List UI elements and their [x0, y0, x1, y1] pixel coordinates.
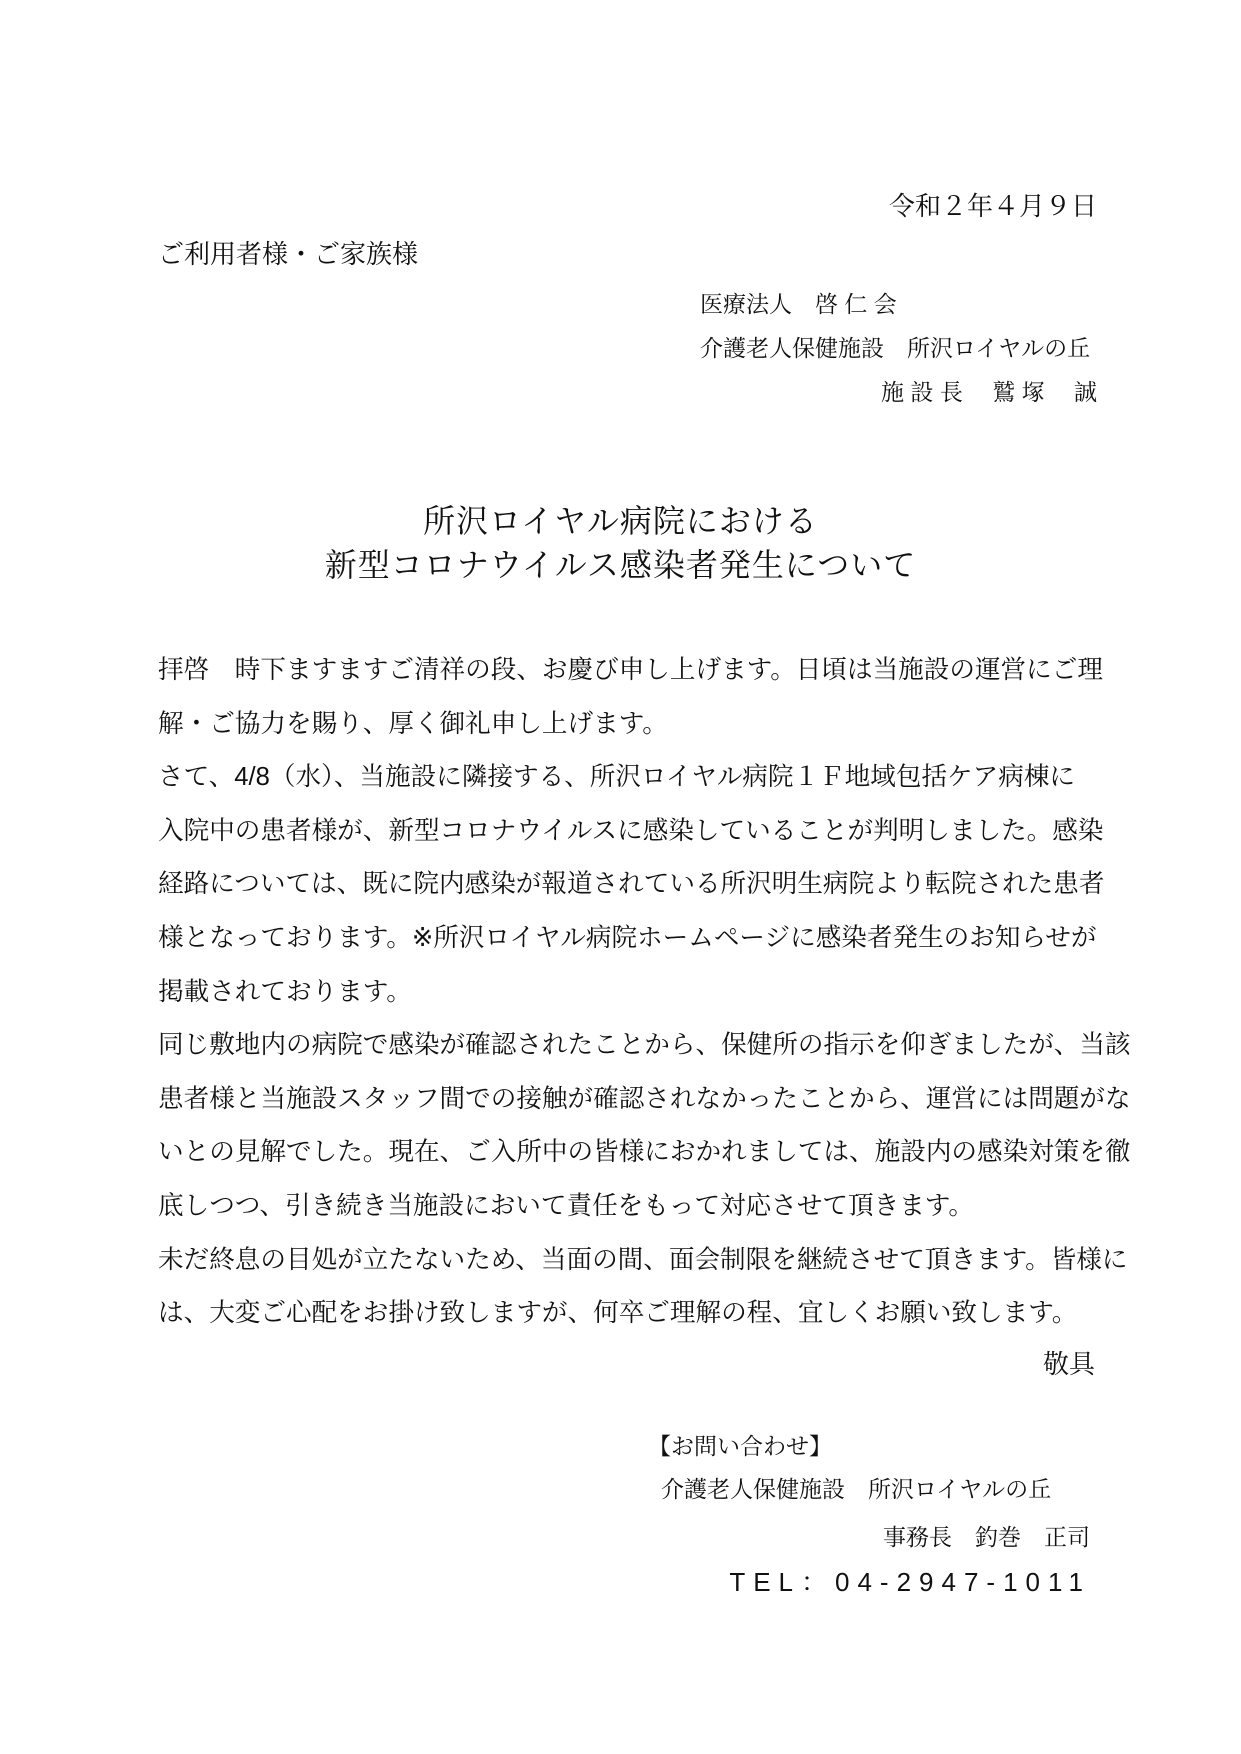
letter-body [158, 644, 1148, 1341]
addressee: ご利用者様・ご家族様 [158, 239, 419, 269]
body-line: 未だ終息の目処が立たないため、当面の間、面会制限を継続させて頂きます。皆様に [158, 1245, 1128, 1274]
body-line: さて、4/8（水）、当施設に隣接する、所沢ロイヤル病院１Ｆ地域包括ケア病棟に [158, 763, 1076, 792]
contact-telephone: TEL：04-2947-1011 [729, 1567, 1091, 1597]
body-line: 解・ご協力を賜り、厚く御礼申し上げます。 [158, 709, 668, 738]
body-line: 底しつつ、引き続き当施設において責任をもって対応させて頂きます。 [158, 1191, 974, 1220]
contact-manager: 事務長 釣巻 正司 [883, 1524, 1090, 1550]
body-line: いとの見解でした。現在、ご入所中の皆様におかれましては、施設内の感染対策を徹 [158, 1138, 1131, 1167]
contact-heading: 【お問い合わせ】 [648, 1433, 832, 1459]
sender-director: 施 設 長 鷲 塚 誠 [881, 379, 1097, 405]
sender-facility: 介護老人保健施設 所沢ロイヤルの丘 [700, 335, 1091, 361]
body-line: 様となっております。※所沢ロイヤル病院ホームページに感染者発生のお知らせが [158, 923, 1097, 952]
body-line: 拝啓 時下ますますご清祥の段、お慶び申し上げます。日頃は当施設の運営にご理 [158, 656, 1103, 684]
document-title-line2: 新型コロナウイルス感染者発生について [324, 547, 917, 583]
body-line: 患者様と当施設スタッフ間での接触が確認されなかったことから、運営には問題がな [158, 1084, 1131, 1113]
document-title-line1: 所沢ロイヤル病院における [423, 503, 818, 539]
sender-organization: 医療法人 啓 仁 会 [700, 291, 897, 317]
issue-date: 令和２年４月９日 [888, 191, 1097, 221]
body-line: 経路については、既に院内感染が報道されている所沢明生病院より転院された患者 [158, 870, 1105, 899]
document-title [0, 499, 1241, 587]
body-line: 入院中の患者様が、新型コロナウイルスに感染していることが判明しました。感染 [158, 816, 1104, 845]
closing-salutation: 敬具 [1042, 1349, 1095, 1379]
body-line: は、大変ご心配をお掛け致しますが、何卒ご理解の程、宜しくお願い致します。 [158, 1299, 1078, 1328]
body-line: 同じ敷地内の病院で感染が確認されたことから、保健所の指示を仰ぎましたが、当該 [158, 1031, 1131, 1060]
contact-facility: 介護老人保健施設 所沢ロイヤルの丘 [661, 1476, 1052, 1502]
body-line: 掲載されております。 [158, 977, 412, 1006]
